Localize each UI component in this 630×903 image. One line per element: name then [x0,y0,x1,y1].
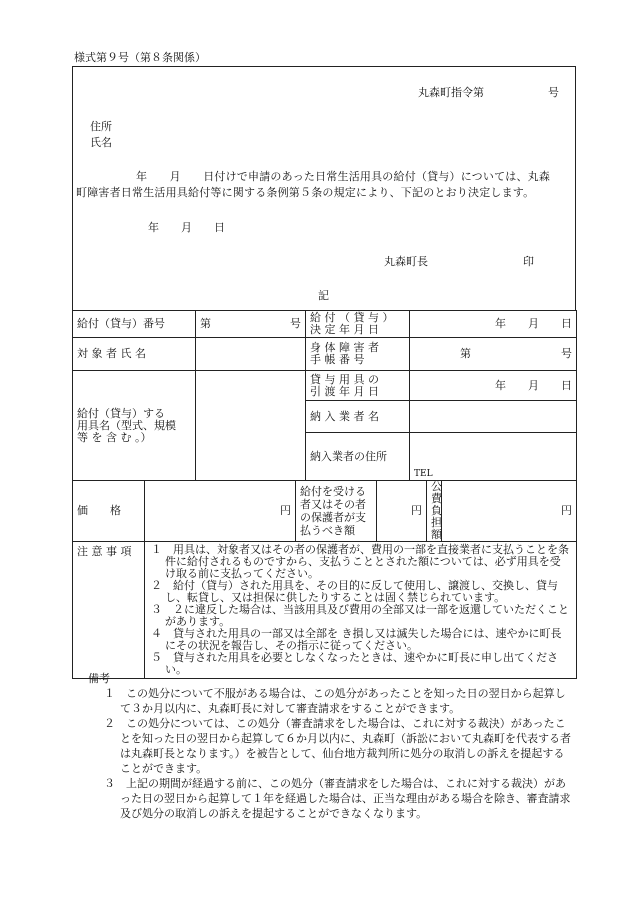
remark-item: １ この処分について不服がある場合は、この処分があったことを知った日の翌日から起算して３か月以内に、丸森町長に対して審査請求をすることができます。 [104,687,566,715]
recipient-name-value [196,338,306,371]
table-row [73,311,577,338]
supplier-name-label: 納 入 業 者 名 [306,401,410,433]
name-label: 氏名 [90,136,112,149]
table-row [73,371,577,401]
go-label: 号 [561,347,573,360]
notes-label: 注 意 事 項 [73,542,145,679]
price-label: 価 格 [73,481,145,542]
note-item: ２ 給付（貸与）された用具を、その目的に反して使用し、譲渡し、交換し、貸与し、転貸し、又は担保に供したりすることは固く禁じられています。 [151,579,558,604]
price-value: 円 [145,481,296,542]
note-item: １ 用具は、対象者又はその者の保護者が、費用の一部を直接業者に支払うことを条件に給付されるものですから、支払うこととされた額については、必ず用具を受け取る前に支払ってください。 [151,543,569,580]
go-label: 号 [290,317,302,330]
device-name-label: 給付（貸与）する 用具名（型式、規模 等 を 含 む 。） [73,371,196,481]
designation-no-label: 丸森町指令第 [418,86,484,99]
supplier-address-label: 納入業者の住所 [306,433,410,481]
table-row [73,542,577,679]
table-row [73,481,577,542]
benefit-number-value [196,311,306,338]
designation-no-suffix: 号 [548,86,559,99]
note-item: ３ ２に違反した場合は、当該用具及び費用の全部又は一部を返還していただくことがあります。 [151,603,569,628]
dai-label: 第 [200,317,211,330]
handbook-number-label: 身 体 障 害 者 手 帳 番 号 [306,338,410,371]
decision-date-label: 給 付 （ 貸 与 ） 決 定 年 月 日 [306,311,410,338]
form-number: 様式第９号（第８条関係） [74,51,206,64]
recipient-name-label: 対 象 者 氏 名 [73,338,196,371]
mayor-label: 丸森町長 [384,255,428,268]
payer-amount-label: 給付を受ける 者又はその者 の保護者が支 払うべき額 [296,481,377,542]
table-row [73,338,577,371]
delivery-date-label: 貸 与 用 具 の 引 渡 年 月 日 [306,371,410,401]
ki-heading: 記 [318,289,329,302]
remarks-title: 備考 [88,672,110,685]
note-item: ４ 貸与された用具の一部又は全部を き損し又は滅失した場合には、速やかに町長にその状況を報告し、その指示に従ってください。 [151,627,562,652]
decision-date-value: 年 月 日 [410,311,577,338]
address-label: 住所 [90,120,112,133]
seal-label: 印 [523,255,534,268]
body-line-2: 町障害者日常生活用具給付等に関する条例第５条の規定により、下記のとおり決定します。 [76,186,535,199]
supplier-name-value [410,401,577,433]
benefit-number-label: 給付（貸与）番号 [73,311,196,338]
public-burden-value: 円 [442,481,577,542]
tel-label: TEL [414,469,433,479]
note-item: ５ 貸与された用具を必要としなくなったときは、速やかに町長に申し出てください。 [151,651,558,676]
notes-list [145,542,577,679]
device-name-value [196,371,306,481]
remarks-list [104,686,572,821]
public-burden-label: 公 費 負担額 [427,481,442,542]
body-line-1: 年 月 日付けで申請のあった日常生活用具の給付（貸与）については、丸森 [136,170,551,183]
details-table [72,310,577,679]
dai-label: 第 [460,347,472,360]
delivery-date-value: 年 月 日 [410,371,577,401]
payer-amount-value: 円 [377,481,427,542]
remark-item: ３ 上記の期間が経過する前に、この処分（審査請求をした場合は、これに対する裁決）があった日の翌日から起算して１年を経過した場合は、正当な理由がある場合を除き、審査請求及び処分の取消しの訴えを提起することができなくなります。 [104,777,571,820]
remark-item: ２ この処分については、この処分（審査請求をした場合は、これに対する裁決）があったことを知った日の翌日から起算して６か月以内に、丸森町（訴訟において丸森町を代表する者は丸森町長となります。）を被告として、仙台地方裁判所に処分の取消しの訴えを提起することができます。 [104,717,571,775]
handbook-number-value [410,338,577,371]
decision-date: 年 月 日 [148,221,225,234]
supplier-address-value [410,433,577,481]
